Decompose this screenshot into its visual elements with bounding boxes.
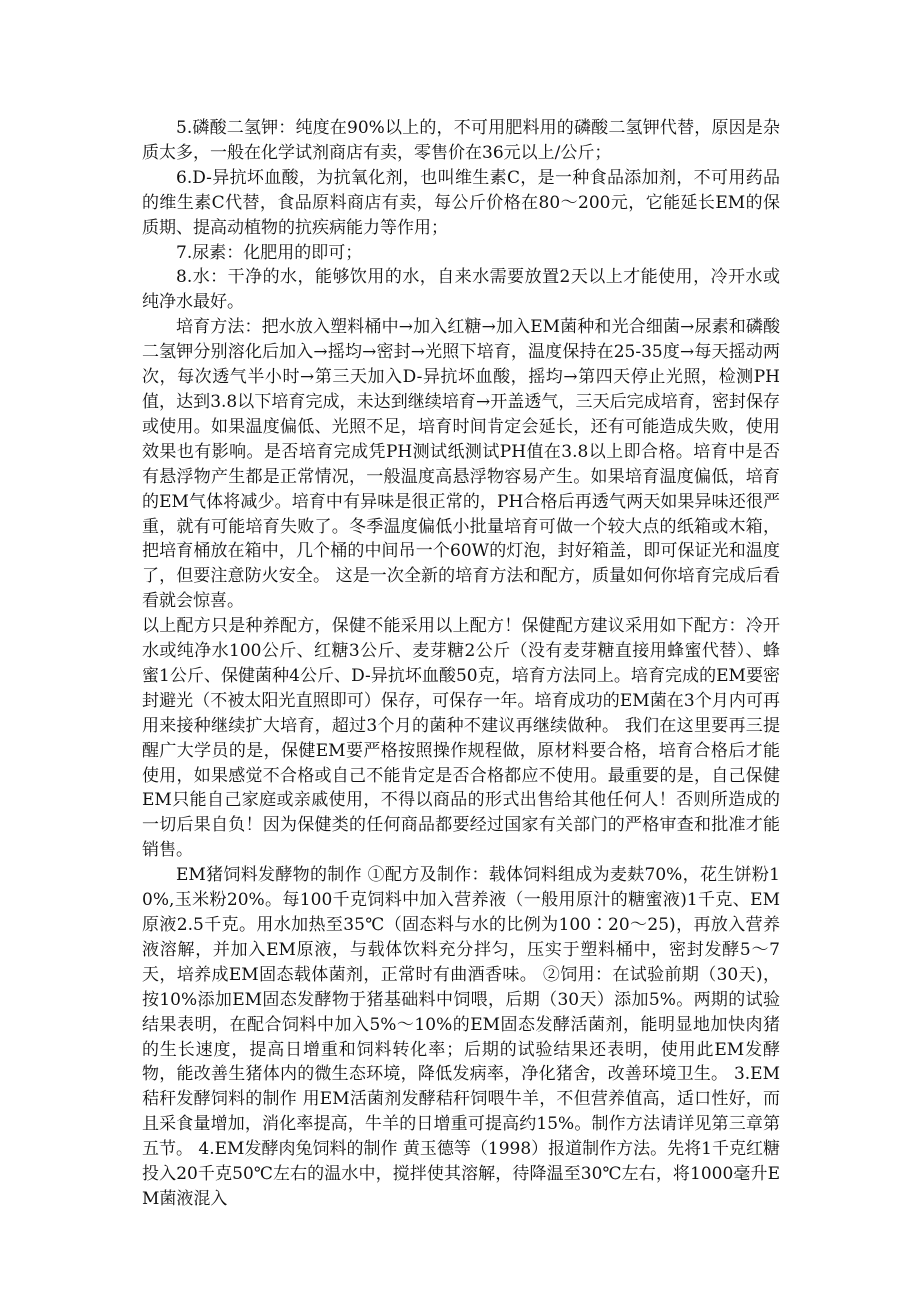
- paragraph-potassium-phosphate: 5.磷酸二氢钾：纯度在90%以上的，不可用肥料用的磷酸二氢钾代替，原因是杂质太多，一般在化学试剂商店有卖，零售价在36元以上/公斤；: [142, 118, 780, 163]
- paragraph-feed-fermentation: EM猪饲料发酵物的制作 ①配方及制作：载体饲料组成为麦麸70%，花生饼粉10%,玉米粉20%。每100千克饲料中加入营养液（一般用原汁的糖蜜液)1千克、EM原液2.5千克。用水加热至35℃（固态料与水的比例为100∶20～25)，再放入营养液溶解，并加入EM原液，与载体饮料充分拌匀，压实于塑料桶中，密封发酵5～7天，培养成EM固态载体菌剂，正常时有曲酒香味。 ②饲用：在试验前期（30天)，按10%添加EM固态发酵物于猪基础料中饲喂，后期（30天）添加5%。两期的试验结果表明，在配合饲料中加入5%～10%的EM固态发酵活菌剂，能明显地加快肉猪的生长速度，提高日增重和饲料转化率；后期的试验结果还表明，使用此EM发酵物，能改善生猪体内的微生态环境，降低发病率，净化猪舍，改善环境卫生。 3.EM秸秆发酵饲料的制作 用EM活菌剂发酵秸秆饲喂牛羊，不但营养值高，适口性好，而且采食量增加，消化率提高，牛羊的日增重可提高约15%。制作方法请详见第三章第五节。 4.EM发酵肉兔饲料的制作 黄玉德等（1998）报道制作方法。先将1千克红糖投入20千克50℃左右的温水中，搅拌使其溶解，待降温至30℃左右，将1000毫升EM菌液混入: [142, 865, 780, 1209]
- paragraph-health-formula: 以上配方只是种养配方，保健不能采用以上配方！保健配方建议采用如下配方：冷开水或纯净水100公斤、红糖3公斤、麦芽糖2公斤（没有麦芽糖直接用蜂蜜代替）、蜂蜜1公斤、保健菌种4公斤、D-异抗坏血酸50克，培育方法同上。培育完成的EM要密封避光（不被太阳光直照即可）保存，可保存一年。培育成功的EM菌在3个月内可再用来接种继续扩大培育，超过3个月的菌种不建议再继续做种。 我们在这里要再三提醒广大学员的是，保健EM要严格按照操作规程做，原材料要合格，培育合格后才能使用，如果感觉不合格或自己不能肯定是否合格都应不使用。最重要的是，自己保健EM只能自己家庭或亲戚使用，不得以商品的形式出售给其他任何人！否则所造成的一切后果自负！因为保健类的任何商品都要经过国家有关部门的严格审查和批准才能销售。: [142, 616, 780, 861]
- document-body: [142, 116, 780, 1212]
- paragraph-ascorbic-acid: 6.D-异抗坏血酸，为抗氧化剂，也叫维生素C，是一种食品添加剂，不可用药品的维生素C代替，食品原料商店有卖，每公斤价格在80～200元，它能延长EM的保质期、提高动植物的抗疾病能力等作用；: [142, 167, 780, 238]
- paragraph-cultivation-method: 培育方法：把水放入塑料桶中→加入红糖→加入EM菌种和光合细菌→尿素和磷酸二氢钾分别溶化后加入→摇均→密封→光照下培育，温度保持在25-35度→每天摇动两次，每次透气半小时→第三天加入D-异抗坏血酸，摇均→第四天停止光照，检测PH值，达到3.8以下培育完成，未达到继续培育→开盖透气，三天后完成培育，密封保存或使用。如果温度偏低、光照不足，培育时间肯定会延长，还有可能造成失败，使用效果也有影响。是否培育完成凭PH测试纸测试PH值在3.8以上即合格。培育中是否有悬浮物产生都是正常情况，一般温度高悬浮物容易产生。如果培育温度偏低，培育的EM气体将减少。培育中有异味是很正常的，PH合格后再透气两天如果异味还很严重，就有可能培育失败了。冬季温度偏低小批量培育可做一个较大点的纸箱或木箱，把培育桶放在箱中，几个桶的中间吊一个60W的灯泡，封好箱盖，即可保证光和温度了，但要注意防火安全。 这是一次全新的培育方法和配方，质量如何你培育完成后看看就会惊喜。: [142, 317, 780, 612]
- paragraph-water: 8.水：干净的水，能够饮用的水，自来水需要放置2天以上才能使用，冷开水或纯净水最好。: [142, 267, 780, 313]
- paragraph-urea: 7.尿素：化肥用的即可；: [176, 242, 363, 263]
